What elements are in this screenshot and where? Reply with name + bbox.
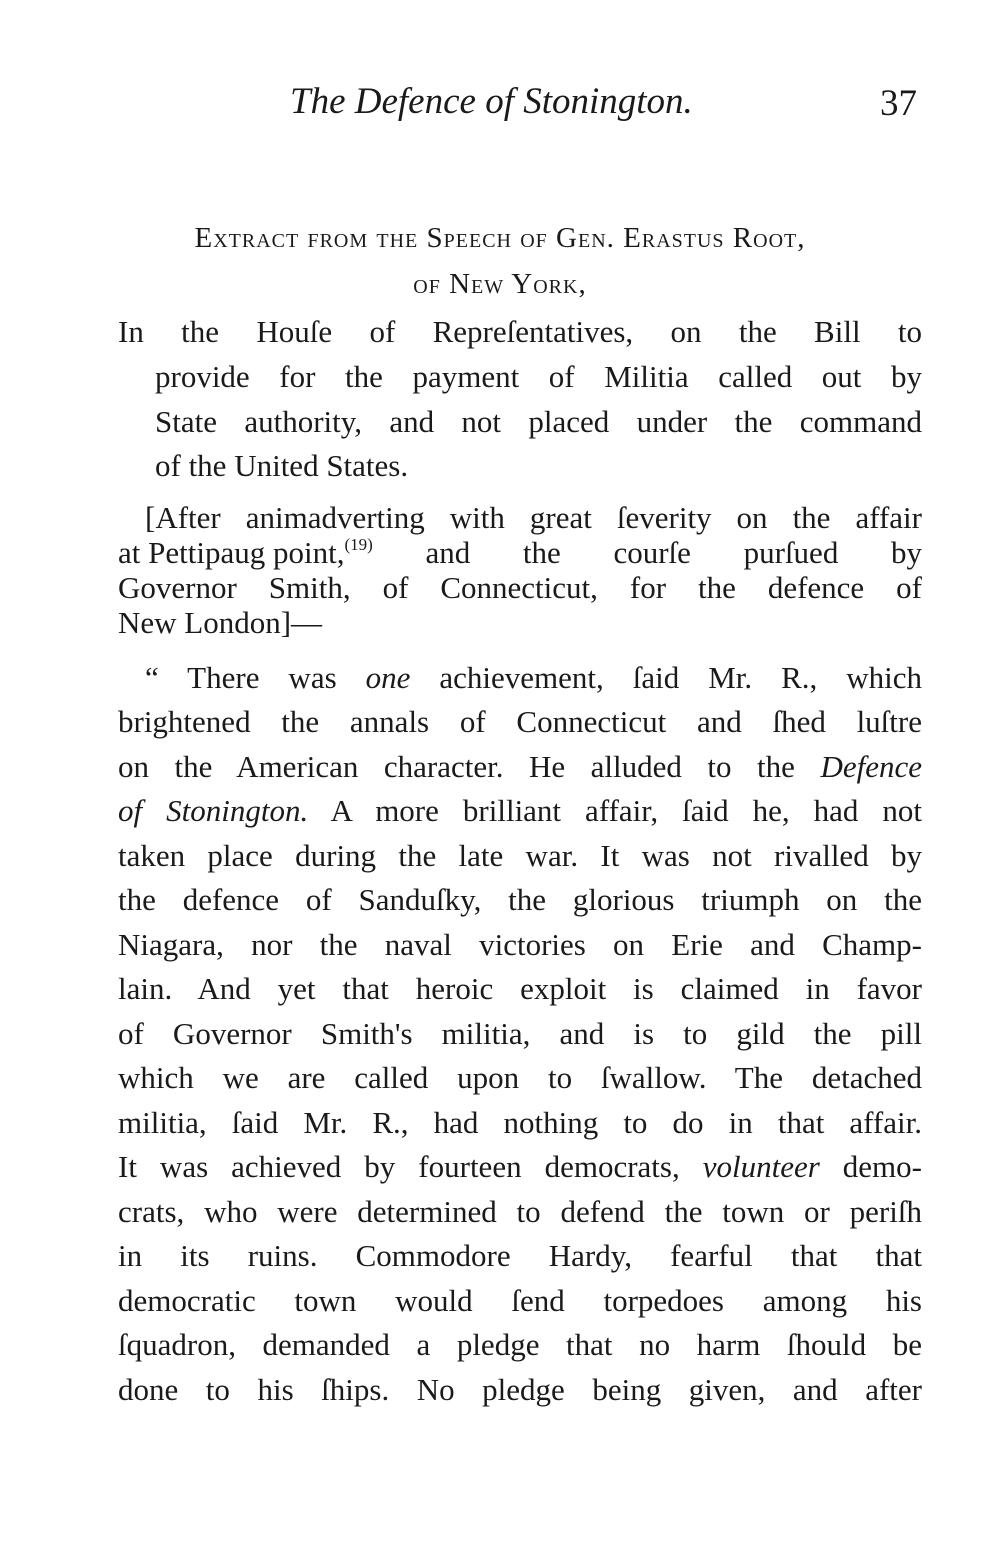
italic-span: one: [365, 660, 411, 695]
text-line: Governor Smith, of Connecticut, for the defence of: [118, 570, 922, 605]
text-line: militia, ſaid Mr. R., had nothing to do in that affair.: [118, 1105, 922, 1140]
section-heading: Extract from the Speech of Gen. Erastus Root,: [194, 222, 806, 254]
text-line: [145, 660, 922, 696]
text-span: and the courſe purſued by: [372, 535, 922, 570]
text-span: A more brilliant affair, ſaid he, had not: [308, 793, 922, 828]
text-line: [After animadverting with great ſeverity on the affair: [145, 500, 922, 535]
footnote-ref: (19): [344, 535, 373, 554]
text-line: provide for the payment of Militia called out by: [155, 359, 922, 394]
text-line: [118, 1149, 922, 1185]
text-span: It was achieved by fourteen democrats,: [118, 1149, 703, 1184]
text-span: at Pettipaug point,: [118, 535, 345, 570]
text-span: demo-: [819, 1149, 922, 1184]
text-line: [118, 535, 922, 571]
text-line: which we are called upon to ſwallow. The detached: [118, 1060, 922, 1095]
text-line: in its ruins. Commodore Hardy, fearful that that: [118, 1238, 922, 1273]
text-line: Niagara, nor the naval victories on Erie and Champ-: [118, 927, 922, 962]
text-line: the defence of Sanduſky, the glorious triumph on the: [118, 882, 922, 917]
text-line: of the United States.: [155, 448, 409, 483]
section-subheading: of New York,: [413, 268, 587, 300]
text-span: “ There was: [145, 660, 366, 695]
text-line: [118, 793, 922, 829]
text-line: crats, who were determined to defend the town or periſh: [118, 1194, 922, 1229]
text-line: State authority, and not placed under the command: [155, 404, 922, 439]
text-line: In the Houſe of Repreſentatives, on the Bill to: [118, 314, 922, 349]
running-head: The Defence of Stonington.: [290, 81, 693, 122]
text-line: done to his ſhips. No pledge being given, and after: [118, 1372, 922, 1407]
text-line: lain. And yet that heroic exploit is claimed in favor: [118, 971, 922, 1006]
italic-span: Defence: [820, 749, 922, 784]
italic-span: volunteer: [702, 1149, 820, 1184]
text-line: democratic town would ſend torpedoes among his: [118, 1283, 922, 1318]
text-line: of Governor Smith's militia, and is to gild the pill: [118, 1016, 922, 1051]
text-line: ſquadron, demanded a pledge that no harm ſhould be: [118, 1327, 922, 1362]
page-number: 37: [880, 83, 917, 124]
text-line: [118, 749, 922, 785]
text-line: New London]—: [118, 605, 323, 640]
text-line: brightened the annals of Connecticut and ſhed luſtre: [118, 704, 922, 739]
italic-span: of Stonington.: [118, 793, 309, 828]
text-span: on the American character. He alluded to the: [118, 749, 821, 784]
text-line: taken place during the late war. It was not rivalled by: [118, 838, 922, 873]
text-span: achievement, ſaid Mr. R., which: [410, 660, 923, 695]
